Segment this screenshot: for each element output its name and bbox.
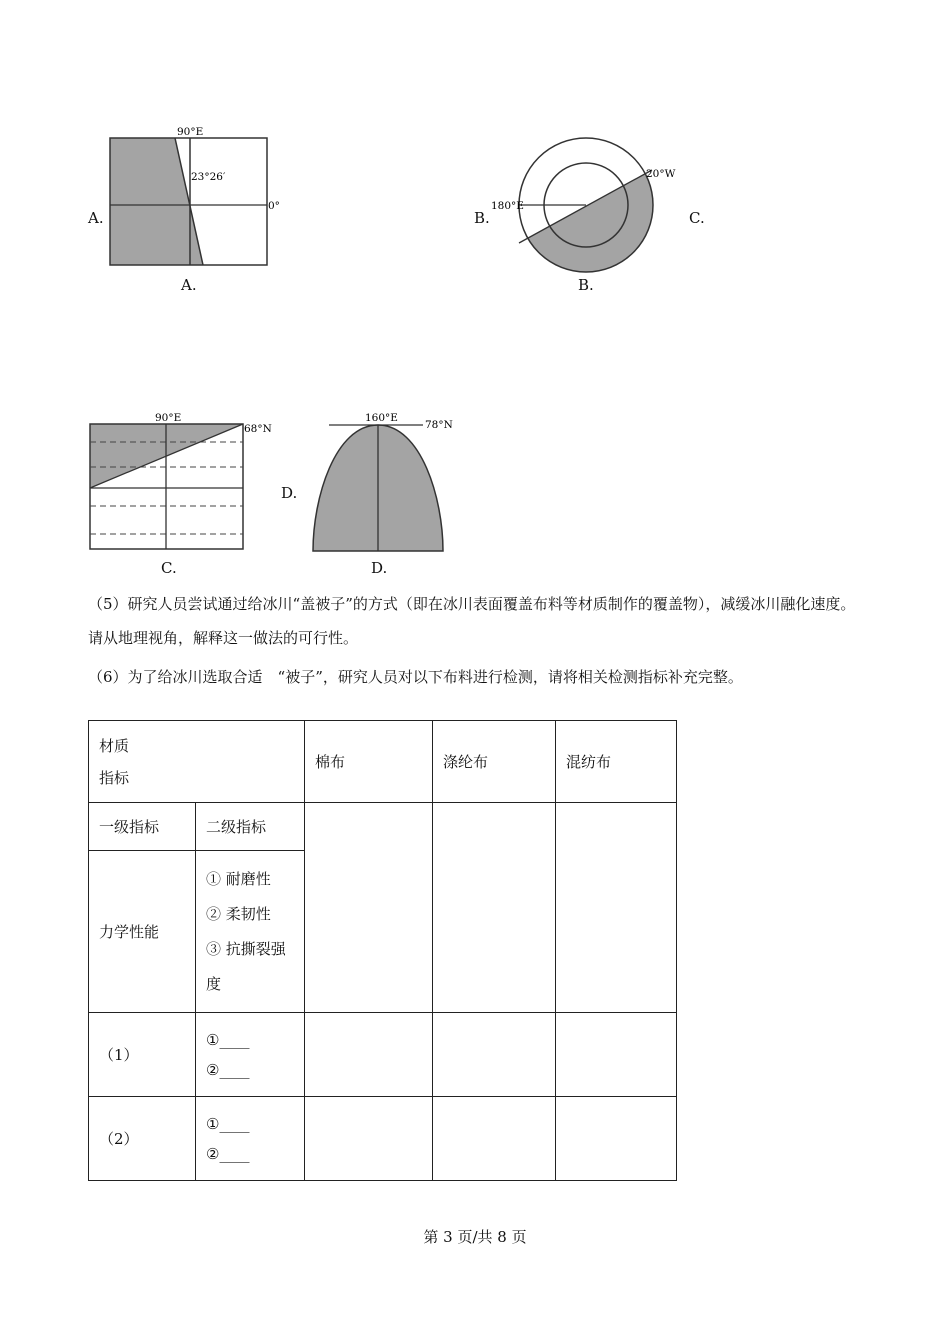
fabric-test-table: [88, 720, 677, 1181]
cotton-mechanical-cell[interactable]: [305, 803, 433, 1013]
table-header-row: [89, 721, 677, 803]
column-blend: 混纺布: [556, 721, 677, 803]
polyester-mechanical-cell[interactable]: [433, 803, 556, 1013]
header-material: 材质: [99, 736, 130, 755]
figure-b-label-20w: 20°W: [646, 168, 676, 180]
blank-indicator: ②____: [206, 1060, 250, 1079]
figure-d-label-160e: 160°E: [365, 412, 398, 424]
blank-indicator: ②____: [206, 1144, 250, 1163]
sub-indicator: ① 耐磨性: [206, 869, 271, 888]
sub-indicator: 度: [206, 974, 222, 993]
cell[interactable]: [556, 1097, 677, 1181]
figure-c-label-68n: 68°N: [244, 423, 272, 435]
blank-indicator: ①____: [206, 1030, 250, 1049]
table-row: [89, 1013, 677, 1097]
sub-indicator: ② 柔韧性: [206, 904, 271, 923]
table-row: [89, 1097, 677, 1181]
cell[interactable]: [433, 1013, 556, 1097]
figure-c-map: [85, 408, 285, 558]
page-footer: 第 3 页/共 8 页: [423, 1228, 527, 1246]
sub-indicator: ③ 抗撕裂强: [206, 939, 286, 958]
figure-c-label-90e: 90°E: [155, 412, 182, 424]
question-5: （5）研究人员尝试通过给冰川“盖被子”的方式（即在冰川表面覆盖布料等材质制作的覆盖物），减缓冰川融化速度。请从地理视角，解释这一做法的可行性。: [88, 595, 856, 647]
question-6: （6）为了给冰川选取合适 “被子”，研究人员对以下布料进行检测，请将相关检测指标补充完整。: [88, 668, 743, 686]
row-blank1-first: （1）: [89, 1013, 196, 1097]
column-cotton: 棉布: [305, 721, 433, 803]
blank-indicator: ①____: [206, 1114, 250, 1133]
level2-header: 二级指标: [196, 803, 305, 851]
level1-header: 一级指标: [89, 803, 196, 851]
header-diagonal-cell: [89, 721, 305, 803]
figure-b-polar-map: [485, 135, 685, 275]
figure-a-map: [105, 122, 290, 270]
figure-a-label-0: 0°: [268, 200, 280, 212]
cell[interactable]: [305, 1013, 433, 1097]
row-blank1-second: [196, 1013, 305, 1097]
option-b-prefix: B.: [474, 209, 490, 227]
cell[interactable]: [305, 1097, 433, 1181]
option-d-prefix: D.: [281, 484, 298, 502]
row-blank2-first: （2）: [89, 1097, 196, 1181]
figure-a-caption: A.: [181, 276, 197, 294]
row-mechanical-second: [196, 851, 305, 1013]
cell[interactable]: [433, 1097, 556, 1181]
table-level-row: [89, 803, 677, 851]
figure-d-caption: D.: [371, 559, 388, 577]
header-indicator: 指标: [99, 768, 130, 787]
blend-mechanical-cell[interactable]: [556, 803, 677, 1013]
figure-a-label-angle: 23°26′: [191, 171, 226, 183]
figure-c-caption: C.: [161, 559, 177, 577]
figure-d-label-78n: 78°N: [425, 419, 453, 431]
figure-b-label-180e: 180°E: [491, 200, 524, 212]
option-c-prefix: C.: [689, 209, 705, 227]
row-blank2-second: [196, 1097, 305, 1181]
cell[interactable]: [556, 1013, 677, 1097]
figure-a-label-90e: 90°E: [177, 126, 204, 138]
row-mechanical-first: 力学性能: [89, 851, 196, 1013]
figure-b-caption: B.: [578, 276, 594, 294]
figure-d-map: [305, 408, 465, 558]
option-a-prefix: A.: [88, 209, 104, 227]
column-polyester: 涤纶布: [433, 721, 556, 803]
